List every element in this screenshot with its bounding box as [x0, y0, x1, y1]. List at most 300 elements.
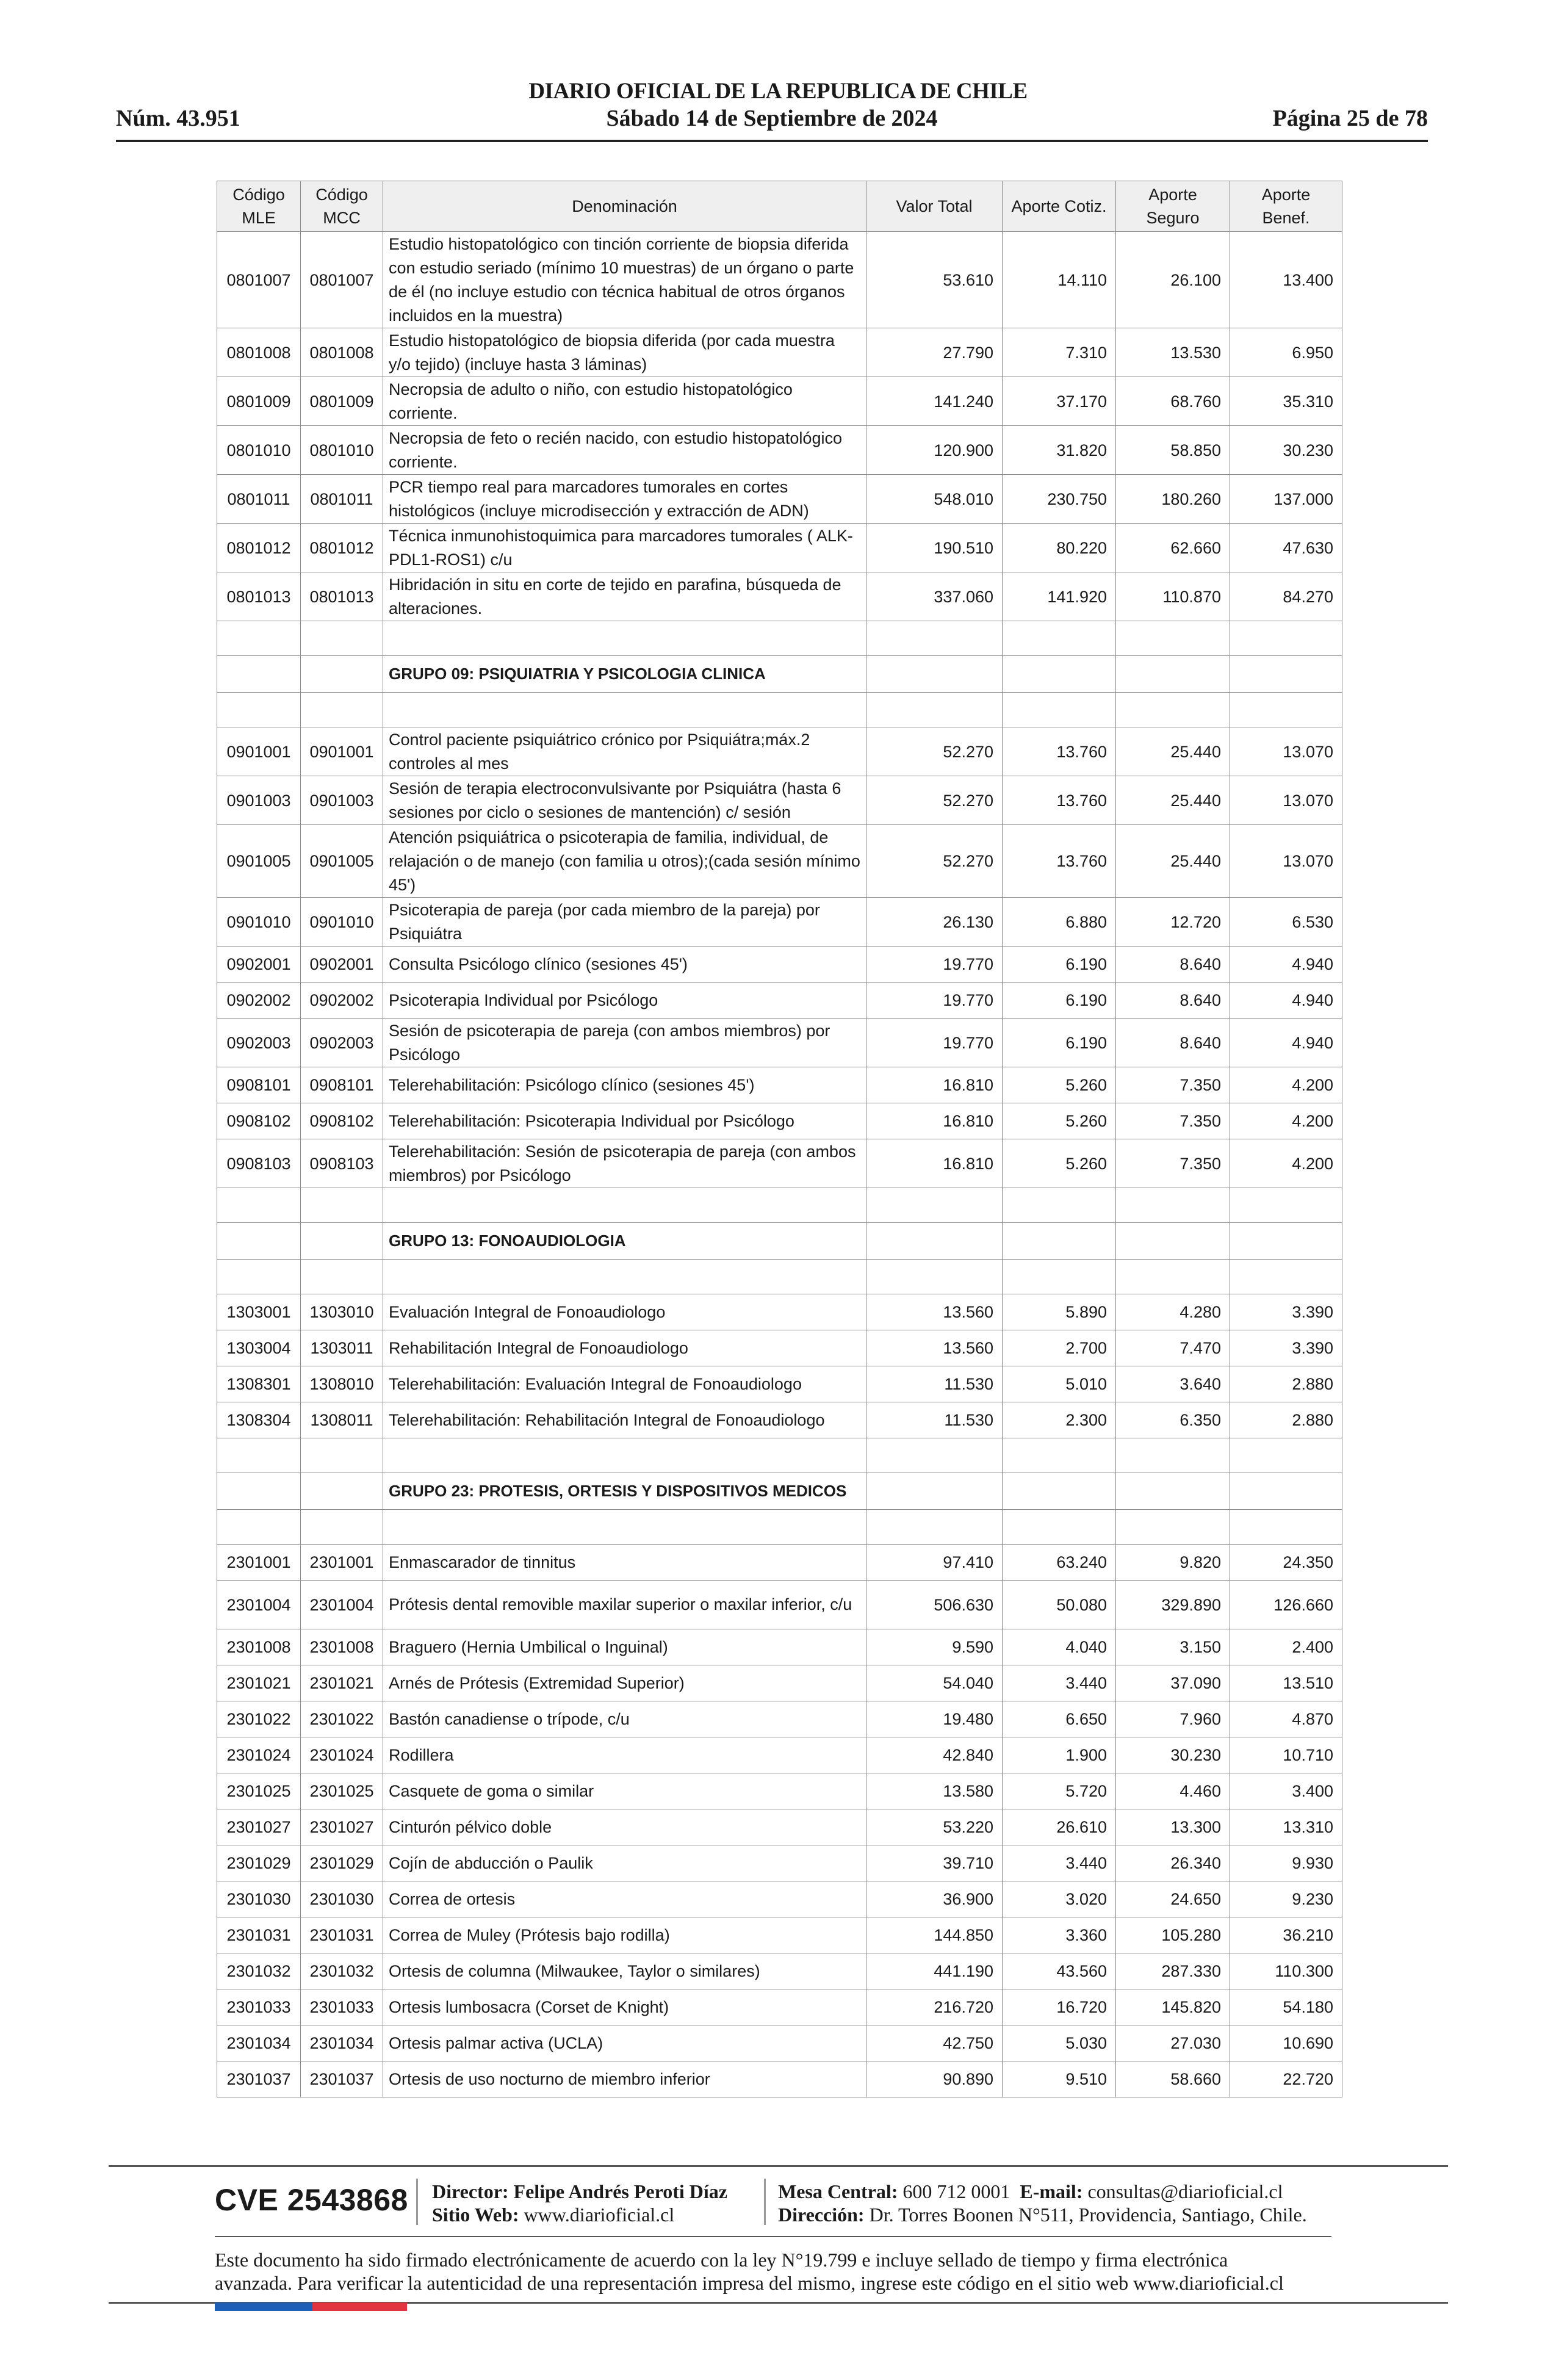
cell-valor-total: 216.720 [866, 1989, 1003, 2025]
table-row [217, 1103, 1342, 1139]
cell-aporte-cotiz: 31.820 [1003, 426, 1116, 475]
cell-aporte-cotiz: 2.300 [1003, 1402, 1116, 1438]
cell-denominacion: Psicoterapia Individual por Psicólogo [383, 983, 866, 1019]
cell-codigo-mle: 0801011 [217, 475, 301, 524]
cell-codigo-mcc: 2301034 [301, 2025, 383, 2061]
empty-cell [1116, 1438, 1230, 1473]
email-link[interactable]: consultas@diarioficial.cl [1087, 2180, 1283, 2202]
issue-number: Núm. 43.951 [116, 106, 240, 131]
cell-codigo-mcc: 0801010 [301, 426, 383, 475]
cell-valor-total: 9.590 [866, 1629, 1003, 1665]
empty-cell [1230, 1510, 1342, 1545]
cell-aporte-benef: 9.230 [1230, 1881, 1342, 1917]
table-row [217, 1809, 1342, 1845]
cell-aporte-benef: 10.690 [1230, 2025, 1342, 2061]
cell-codigo-mle: 0901010 [217, 898, 301, 947]
cell-aporte-cotiz: 6.880 [1003, 898, 1116, 947]
empty-cell [1230, 1188, 1342, 1223]
cell-codigo-mle: 0901001 [217, 727, 301, 776]
cell-valor-total: 337.060 [866, 572, 1003, 621]
empty-cell [217, 1510, 301, 1545]
cell-denominacion: PCR tiempo real para marcadores tumorales en cortes histológicos (incluye microdisección y extracción de ADN) [383, 475, 866, 524]
empty-cell [217, 1438, 301, 1473]
cell-denominacion: Enmascarador de tinnitus [383, 1545, 866, 1581]
empty-cell [1003, 1473, 1116, 1510]
empty-cell [1230, 656, 1342, 693]
cell-aporte-cotiz: 5.260 [1003, 1067, 1116, 1103]
empty-cell [1003, 1438, 1116, 1473]
footer-separator [764, 2179, 766, 2225]
cell-aporte-benef: 4.940 [1230, 947, 1342, 983]
empty-cell [301, 621, 383, 656]
cell-aporte-cotiz: 7.310 [1003, 328, 1116, 377]
empty-cell [1003, 1510, 1116, 1545]
col-header-aporte-benef: Aporte Benef. [1230, 181, 1342, 232]
cell-valor-total: 144.850 [866, 1917, 1003, 1953]
table-row [217, 1366, 1342, 1402]
cell-aporte-seguro: 7.350 [1116, 1067, 1230, 1103]
empty-cell [1003, 1260, 1116, 1294]
table-row [217, 475, 1342, 524]
empty-cell [301, 1188, 383, 1223]
empty-cell [866, 1188, 1003, 1223]
cell-aporte-benef: 10.710 [1230, 1737, 1342, 1773]
cell-aporte-seguro: 8.640 [1116, 947, 1230, 983]
cell-codigo-mle: 2301027 [217, 1809, 301, 1845]
cell-denominacion: Hibridación in situ en corte de tejido en parafina, búsqueda de alteraciones. [383, 572, 866, 621]
spacer-row [217, 1260, 1342, 1294]
cell-codigo-mle: 2301033 [217, 1989, 301, 2025]
cell-codigo-mcc: 0902001 [301, 947, 383, 983]
cell-aporte-seguro: 27.030 [1116, 2025, 1230, 2061]
cell-valor-total: 16.810 [866, 1067, 1003, 1103]
table-row [217, 727, 1342, 776]
table-row [217, 572, 1342, 621]
cell-codigo-mle: 0908103 [217, 1139, 301, 1188]
cell-valor-total: 52.270 [866, 776, 1003, 825]
table-row [217, 1845, 1342, 1881]
empty-cell [1230, 1438, 1342, 1473]
empty-cell [301, 1473, 383, 1510]
cell-codigo-mle: 2301032 [217, 1953, 301, 1989]
cell-codigo-mcc: 0801012 [301, 524, 383, 572]
empty-cell [301, 1510, 383, 1545]
cell-aporte-benef: 13.070 [1230, 776, 1342, 825]
empty-cell [866, 1473, 1003, 1510]
table-row [217, 1402, 1342, 1438]
cell-aporte-benef: 13.070 [1230, 727, 1342, 776]
empty-cell [301, 1438, 383, 1473]
cell-valor-total: 53.610 [866, 232, 1003, 328]
cell-aporte-benef: 4.200 [1230, 1067, 1342, 1103]
cell-denominacion: Braguero (Hernia Umbilical o Inguinal) [383, 1629, 866, 1665]
cell-codigo-mle: 0801010 [217, 426, 301, 475]
cell-codigo-mcc: 1308010 [301, 1366, 383, 1402]
cell-valor-total: 141.240 [866, 377, 1003, 426]
cell-valor-total: 16.810 [866, 1103, 1003, 1139]
cell-aporte-cotiz: 16.720 [1003, 1989, 1116, 2025]
cell-valor-total: 54.040 [866, 1665, 1003, 1701]
cell-aporte-seguro: 13.530 [1116, 328, 1230, 377]
empty-cell [866, 1438, 1003, 1473]
cell-aporte-cotiz: 6.190 [1003, 1019, 1116, 1067]
cell-codigo-mle: 0801013 [217, 572, 301, 621]
cell-codigo-mle: 2301022 [217, 1701, 301, 1737]
cell-aporte-benef: 4.200 [1230, 1139, 1342, 1188]
cell-aporte-benef: 110.300 [1230, 1953, 1342, 1989]
cell-denominacion: Bastón canadiense o trípode, c/u [383, 1701, 866, 1737]
cell-codigo-mcc: 0901001 [301, 727, 383, 776]
table-row [217, 377, 1342, 426]
cell-codigo-mle: 1308301 [217, 1366, 301, 1402]
cell-aporte-benef: 22.720 [1230, 2061, 1342, 2097]
cell-aporte-seguro: 13.300 [1116, 1809, 1230, 1845]
legal-line: Este documento ha sido firmado electrónicamente de acuerdo con la ley N°19.799 e incluye sellado de tiempo y firma electrónica [215, 2249, 1228, 2271]
cell-denominacion: Telerehabilitación: Psicoterapia Individual por Psicólogo [383, 1103, 866, 1139]
cell-codigo-mcc: 1308011 [301, 1402, 383, 1438]
cell-aporte-benef: 4.940 [1230, 983, 1342, 1019]
empty-cell [383, 1188, 866, 1223]
table-row [217, 1773, 1342, 1809]
cell-aporte-seguro: 145.820 [1116, 1989, 1230, 2025]
cell-aporte-seguro: 7.350 [1116, 1139, 1230, 1188]
empty-cell [1116, 656, 1230, 693]
cell-aporte-seguro: 26.340 [1116, 1845, 1230, 1881]
cell-aporte-benef: 13.310 [1230, 1809, 1342, 1845]
cell-codigo-mcc: 0908101 [301, 1067, 383, 1103]
cell-aporte-cotiz: 230.750 [1003, 475, 1116, 524]
table-row [217, 524, 1342, 572]
cell-codigo-mle: 0901003 [217, 776, 301, 825]
cell-codigo-mcc: 0801011 [301, 475, 383, 524]
cell-aporte-cotiz: 26.610 [1003, 1809, 1116, 1845]
cell-denominacion: Atención psiquiátrica o psicoterapia de familia, individual, de relajación o de manejo (con familia u otros);(cada sesión mínimo 45') [383, 825, 866, 898]
empty-cell [301, 1223, 383, 1260]
col-header-denominacion: Denominación [383, 181, 866, 232]
col-header-aporte-cotiz: Aporte Cotiz. [1003, 181, 1116, 232]
empty-cell [1116, 1510, 1230, 1545]
group-header-row [217, 1223, 1342, 1260]
cell-codigo-mle: 0901005 [217, 825, 301, 898]
cell-codigo-mcc: 1303011 [301, 1330, 383, 1366]
empty-cell [866, 1510, 1003, 1545]
cell-aporte-seguro: 105.280 [1116, 1917, 1230, 1953]
empty-cell [1230, 1223, 1342, 1260]
cell-codigo-mcc: 0908103 [301, 1139, 383, 1188]
cell-aporte-benef: 3.390 [1230, 1294, 1342, 1330]
cell-denominacion: Ortesis palmar activa (UCLA) [383, 2025, 866, 2061]
cell-valor-total: 36.900 [866, 1881, 1003, 1917]
cell-denominacion: Necropsia de feto o recién nacido, con estudio histopatológico corriente. [383, 426, 866, 475]
cell-codigo-mcc: 2301022 [301, 1701, 383, 1737]
cell-aporte-benef: 3.400 [1230, 1773, 1342, 1809]
mesa-label: Mesa Central: [778, 2180, 898, 2202]
spacer-row [217, 621, 1342, 656]
cell-codigo-mle: 0801009 [217, 377, 301, 426]
cell-valor-total: 19.770 [866, 1019, 1003, 1067]
empty-cell [866, 1260, 1003, 1294]
publication-title: DIARIO OFICIAL DE LA REPUBLICA DE CHILE [528, 79, 1028, 104]
cell-aporte-cotiz: 141.920 [1003, 572, 1116, 621]
cell-aporte-cotiz: 3.360 [1003, 1917, 1116, 1953]
cell-aporte-seguro: 58.850 [1116, 426, 1230, 475]
cell-aporte-cotiz: 13.760 [1003, 825, 1116, 898]
cell-aporte-benef: 13.070 [1230, 825, 1342, 898]
flag-stripe-red [312, 2302, 407, 2311]
cell-valor-total: 190.510 [866, 524, 1003, 572]
cell-denominacion: Correa de Muley (Prótesis bajo rodilla) [383, 1917, 866, 1953]
legal-line: avanzada. Para verificar la autenticidad de una representación impresa del mismo, ingrese este código en el sitio web www.diarioficial.cl [215, 2272, 1284, 2294]
cell-codigo-mcc: 0902003 [301, 1019, 383, 1067]
header-divider [116, 140, 1428, 142]
page-header [116, 105, 1428, 134]
cell-codigo-mle: 0908102 [217, 1103, 301, 1139]
cell-valor-total: 97.410 [866, 1545, 1003, 1581]
empty-cell [1116, 693, 1230, 727]
empty-cell [1116, 1223, 1230, 1260]
cell-aporte-benef: 2.880 [1230, 1366, 1342, 1402]
cell-denominacion: Control paciente psiquiátrico crónico por Psiquiátra;máx.2 controles al mes [383, 727, 866, 776]
cell-aporte-cotiz: 14.110 [1003, 232, 1116, 328]
empty-cell [383, 693, 866, 727]
cell-codigo-mle: 2301029 [217, 1845, 301, 1881]
cell-codigo-mcc: 2301033 [301, 1989, 383, 2025]
cell-aporte-seguro: 37.090 [1116, 1665, 1230, 1701]
footer-divider-middle [215, 2236, 1331, 2237]
cve-code: CVE 2543868 [215, 2183, 408, 2217]
cell-aporte-cotiz: 2.700 [1003, 1330, 1116, 1366]
table-row [217, 2061, 1342, 2097]
cell-aporte-seguro: 68.760 [1116, 377, 1230, 426]
table-row [217, 1581, 1342, 1629]
cell-codigo-mle: 0902003 [217, 1019, 301, 1067]
cell-aporte-seguro: 30.230 [1116, 1737, 1230, 1773]
cell-codigo-mle: 0801008 [217, 328, 301, 377]
table-row [217, 1989, 1342, 2025]
cell-codigo-mle: 0902001 [217, 947, 301, 983]
spacer-row [217, 1438, 1342, 1473]
group-header-row [217, 656, 1342, 693]
cell-aporte-cotiz: 5.720 [1003, 1773, 1116, 1809]
cell-aporte-benef: 9.930 [1230, 1845, 1342, 1881]
empty-cell [217, 621, 301, 656]
cell-denominacion: Psicoterapia de pareja (por cada miembro de la pareja) por Psiquiátra [383, 898, 866, 947]
cell-aporte-cotiz: 37.170 [1003, 377, 1116, 426]
footer-divider-top [109, 2165, 1448, 2167]
cell-codigo-mle: 0801007 [217, 232, 301, 328]
empty-cell [301, 656, 383, 693]
cell-denominacion: Consulta Psicólogo clínico (sesiones 45') [383, 947, 866, 983]
table-row [217, 232, 1342, 328]
table-row [217, 1881, 1342, 1917]
cell-codigo-mle: 0908101 [217, 1067, 301, 1103]
cell-aporte-seguro: 8.640 [1116, 983, 1230, 1019]
page-number: Página 25 de 78 [1272, 106, 1428, 131]
cell-denominacion: Ortesis de uso nocturno de miembro inferior [383, 2061, 866, 2097]
cell-codigo-mle: 2301025 [217, 1773, 301, 1809]
cell-codigo-mcc: 0901005 [301, 825, 383, 898]
empty-cell [217, 1188, 301, 1223]
cell-aporte-seguro: 62.660 [1116, 524, 1230, 572]
empty-cell [1230, 693, 1342, 727]
site-link[interactable]: www.diarioficial.cl [524, 2204, 675, 2226]
cell-denominacion: Telerehabilitación: Rehabilitación Integral de Fonoaudiologo [383, 1402, 866, 1438]
cell-aporte-seguro: 7.470 [1116, 1330, 1230, 1366]
table-row [217, 2025, 1342, 2061]
col-header-mcc: Código MCC [301, 181, 383, 232]
empty-cell [217, 1473, 301, 1510]
cell-aporte-seguro: 8.640 [1116, 1019, 1230, 1067]
cell-codigo-mle: 1308304 [217, 1402, 301, 1438]
empty-cell [1116, 1188, 1230, 1223]
cell-aporte-cotiz: 80.220 [1003, 524, 1116, 572]
mesa-phone: 600 712 0001 [902, 2180, 1010, 2202]
spacer-row [217, 1188, 1342, 1223]
cell-aporte-seguro: 287.330 [1116, 1953, 1230, 1989]
group-title: GRUPO 13: FONOAUDIOLOGIA [383, 1223, 866, 1260]
cell-denominacion: Telerehabilitación: Psicólogo clínico (sesiones 45') [383, 1067, 866, 1103]
cell-aporte-benef: 4.200 [1230, 1103, 1342, 1139]
cell-aporte-seguro: 3.640 [1116, 1366, 1230, 1402]
cell-aporte-benef: 13.510 [1230, 1665, 1342, 1701]
cell-aporte-benef: 35.310 [1230, 377, 1342, 426]
cell-aporte-cotiz: 3.440 [1003, 1665, 1116, 1701]
table-row [217, 1953, 1342, 1989]
table-row [217, 947, 1342, 983]
table-row [217, 1019, 1342, 1067]
cell-codigo-mcc: 0902002 [301, 983, 383, 1019]
cell-codigo-mcc: 2301031 [301, 1917, 383, 1953]
empty-cell [866, 1223, 1003, 1260]
cell-denominacion: Evaluación Integral de Fonoaudiologo [383, 1294, 866, 1330]
cell-codigo-mcc: 2301021 [301, 1665, 383, 1701]
empty-cell [866, 656, 1003, 693]
cell-aporte-cotiz: 4.040 [1003, 1629, 1116, 1665]
cell-denominacion: Cojín de abducción o Paulik [383, 1845, 866, 1881]
spacer-row [217, 693, 1342, 727]
cell-aporte-seguro: 9.820 [1116, 1545, 1230, 1581]
cell-aporte-seguro: 180.260 [1116, 475, 1230, 524]
cell-valor-total: 11.530 [866, 1402, 1003, 1438]
cell-codigo-mcc: 2301024 [301, 1737, 383, 1773]
table-row [217, 328, 1342, 377]
cell-denominacion: Telerehabilitación: Sesión de psicoterapia de pareja (con ambos miembros) por Psicólogo [383, 1139, 866, 1188]
cell-codigo-mle: 2301037 [217, 2061, 301, 2097]
issue-date: Sábado 14 de Septiembre de 2024 [606, 106, 938, 131]
empty-cell [383, 1510, 866, 1545]
table-row [217, 1330, 1342, 1366]
empty-cell [1116, 1473, 1230, 1510]
group-title: GRUPO 23: PROTESIS, ORTESIS Y DISPOSITIVOS MEDICOS [383, 1473, 866, 1510]
direccion-label: Dirección: [778, 2204, 865, 2226]
cell-valor-total: 19.770 [866, 983, 1003, 1019]
cell-aporte-cotiz: 1.900 [1003, 1737, 1116, 1773]
table-row [217, 1067, 1342, 1103]
cell-valor-total: 42.750 [866, 2025, 1003, 2061]
cell-aporte-seguro: 26.100 [1116, 232, 1230, 328]
cell-aporte-cotiz: 13.760 [1003, 727, 1116, 776]
cell-aporte-cotiz: 6.190 [1003, 947, 1116, 983]
cell-valor-total: 506.630 [866, 1581, 1003, 1629]
cell-codigo-mcc: 2301008 [301, 1629, 383, 1665]
cell-denominacion: Necropsia de adulto o niño, con estudio histopatológico corriente. [383, 377, 866, 426]
empty-cell [1003, 1188, 1116, 1223]
cell-aporte-seguro: 110.870 [1116, 572, 1230, 621]
cell-aporte-cotiz: 6.650 [1003, 1701, 1116, 1737]
cell-aporte-benef: 137.000 [1230, 475, 1342, 524]
cell-codigo-mle: 1303001 [217, 1294, 301, 1330]
cell-aporte-cotiz: 5.030 [1003, 2025, 1116, 2061]
cell-aporte-seguro: 25.440 [1116, 727, 1230, 776]
cell-aporte-benef: 47.630 [1230, 524, 1342, 572]
cell-valor-total: 13.560 [866, 1294, 1003, 1330]
spacer-row [217, 1510, 1342, 1545]
cell-aporte-cotiz: 5.260 [1003, 1103, 1116, 1139]
cell-codigo-mcc: 0901003 [301, 776, 383, 825]
footer-director-block [432, 2180, 727, 2226]
group-title: GRUPO 09: PSIQUIATRIA Y PSICOLOGIA CLINICA [383, 656, 866, 693]
table-row [217, 983, 1342, 1019]
cell-codigo-mcc: 0801009 [301, 377, 383, 426]
cell-denominacion: Correa de ortesis [383, 1881, 866, 1917]
cell-denominacion: Ortesis de columna (Milwaukee, Taylor o similares) [383, 1953, 866, 1989]
direccion-value: Dr. Torres Boonen N°511, Providencia, Santiago, Chile. [869, 2204, 1307, 2226]
director-label: Director: [432, 2180, 509, 2202]
empty-cell [1230, 621, 1342, 656]
table-row [217, 1665, 1342, 1701]
table-row [217, 1701, 1342, 1737]
cell-aporte-benef: 36.210 [1230, 1917, 1342, 1953]
footer-contact-block [778, 2180, 1307, 2226]
cell-codigo-mle: 2301004 [217, 1581, 301, 1629]
table-row [217, 426, 1342, 475]
cell-codigo-mcc: 2301025 [301, 1773, 383, 1809]
cell-codigo-mle: 2301034 [217, 2025, 301, 2061]
empty-cell [301, 1260, 383, 1294]
site-label: Sitio Web: [432, 2204, 519, 2226]
cell-codigo-mle: 1303004 [217, 1330, 301, 1366]
cell-codigo-mcc: 1303010 [301, 1294, 383, 1330]
email-label: E-mail: [1020, 2180, 1083, 2202]
cell-aporte-cotiz: 5.010 [1003, 1366, 1116, 1402]
cell-valor-total: 19.480 [866, 1701, 1003, 1737]
empty-cell [383, 621, 866, 656]
cell-aporte-benef: 2.400 [1230, 1629, 1342, 1665]
footer-separator [416, 2179, 418, 2225]
empty-cell [1003, 693, 1116, 727]
cell-valor-total: 52.270 [866, 727, 1003, 776]
legal-notice [215, 2248, 1435, 2295]
cell-valor-total: 19.770 [866, 947, 1003, 983]
cell-valor-total: 120.900 [866, 426, 1003, 475]
cell-aporte-seguro: 4.280 [1116, 1294, 1230, 1330]
table-row [217, 1139, 1342, 1188]
empty-cell [1003, 621, 1116, 656]
table-row [217, 776, 1342, 825]
table-row [217, 1629, 1342, 1665]
cell-codigo-mle: 0902002 [217, 983, 301, 1019]
cell-aporte-benef: 6.530 [1230, 898, 1342, 947]
cell-aporte-cotiz: 3.440 [1003, 1845, 1116, 1881]
empty-cell [1116, 621, 1230, 656]
cell-aporte-cotiz: 5.890 [1003, 1294, 1116, 1330]
cell-aporte-seguro: 7.350 [1116, 1103, 1230, 1139]
empty-cell [301, 693, 383, 727]
cell-denominacion: Cinturón pélvico doble [383, 1809, 866, 1845]
cell-codigo-mcc: 2301037 [301, 2061, 383, 2097]
cell-denominacion: Sesión de terapia electroconvulsivante por Psiquiátra (hasta 6 sesiones por ciclo o sesiones de mantención) c/ sesión [383, 776, 866, 825]
empty-cell [1230, 1473, 1342, 1510]
